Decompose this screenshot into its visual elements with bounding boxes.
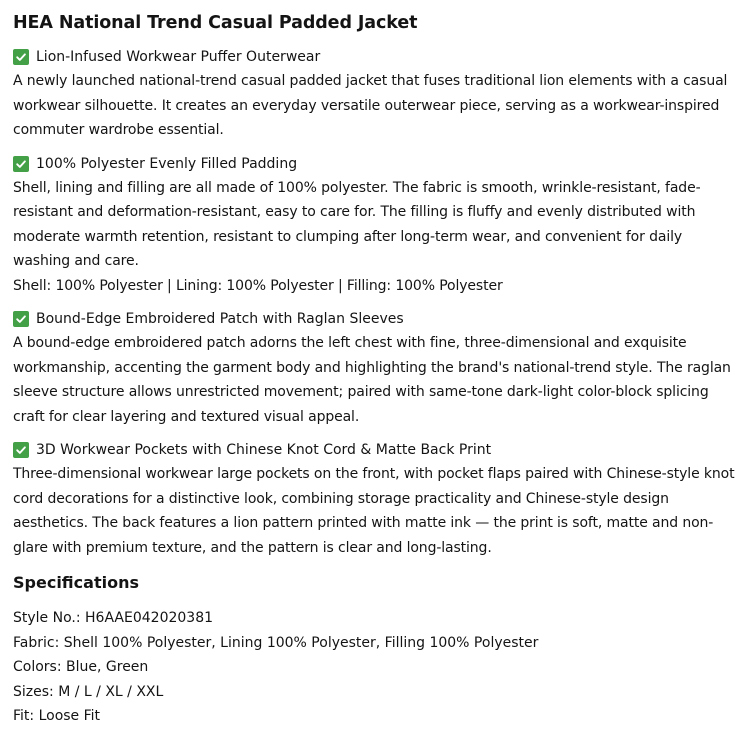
feature-heading-text: 100% Polyester Evenly Filled Padding bbox=[36, 155, 298, 172]
spec-sizes: Sizes: M / L / XL / XXL bbox=[13, 683, 164, 700]
feature-body: Three-dimensional workwear large pockets on the front, with pocket flaps paired with Chinese-style knot cord decorations for a distinctive look, combining storage practicality and Chinese-style design aesthetics. The back features a lion pattern printed with matte ink — the print is soft, matte and non-glare with premium texture, and the pattern is clear and long-lasting. bbox=[13, 466, 735, 556]
specifications-list bbox=[13, 606, 742, 729]
feature-section bbox=[13, 45, 742, 143]
spec-style-number: Style No.: H6AAE042020381 bbox=[13, 610, 214, 626]
feature-body: A newly launched national-trend casual padded jacket that fuses traditional lion elements with a casual workwear silhouette. It creates an everyday versatile outerwear piece, serving as a workwear-inspired commuter wardrobe essential. bbox=[13, 73, 728, 138]
spec-fit: Fit: Loose Fit bbox=[13, 708, 101, 724]
feature-body: A bound-edge embroidered patch adorns the left chest with fine, three-dimensional and exquisite workmanship, accenting the garment body and highlighting the brand's national-trend style. The raglan sleeve structure allows unrestricted movement; paired with same-tone dark-light color-block splicing craft for clear layering and textured visual appeal. bbox=[13, 335, 731, 425]
feature-section bbox=[13, 307, 742, 429]
feature-body: Shell, lining and filling are all made of 100% polyester. The fabric is smooth, wrinkle-resistant, fade-resistant and deformation-resistant, easy to care for. The filling is fluffy and evenly distributed with moderate warmth retention, resistant to clumping after long-term wear, and convenient for daily washing and care. bbox=[13, 179, 701, 269]
feature-heading bbox=[13, 45, 742, 69]
spec-colors: Colors: Blue, Green bbox=[13, 659, 149, 675]
feature-heading bbox=[13, 152, 742, 176]
feature-heading-text: Lion-Infused Workwear Puffer Outerwear bbox=[36, 49, 321, 65]
check-mark-icon bbox=[13, 311, 29, 327]
feature-heading bbox=[13, 438, 742, 462]
check-mark-icon bbox=[13, 442, 29, 458]
page-title: HEA National Trend Casual Padded Jacket bbox=[13, 13, 418, 33]
feature-heading bbox=[13, 307, 742, 331]
specifications-title: Specifications bbox=[13, 573, 139, 592]
check-mark-icon bbox=[13, 156, 29, 172]
feature-heading-text: Bound-Edge Embroidered Patch with Raglan Sleeves bbox=[36, 311, 404, 327]
feature-heading-text: 3D Workwear Pockets with Chinese Knot Cord & Matte Back Print bbox=[36, 442, 492, 458]
spec-fabric: Fabric: Shell 100% Polyester, Lining 100% Polyester, Filling 100% Polyester bbox=[13, 634, 539, 651]
feature-section bbox=[13, 438, 742, 560]
check-mark-icon bbox=[13, 49, 29, 65]
material-composition: Shell: 100% Polyester | Lining: 100% Polyester | Filling: 100% Polyester bbox=[13, 277, 503, 294]
feature-section bbox=[13, 152, 742, 299]
